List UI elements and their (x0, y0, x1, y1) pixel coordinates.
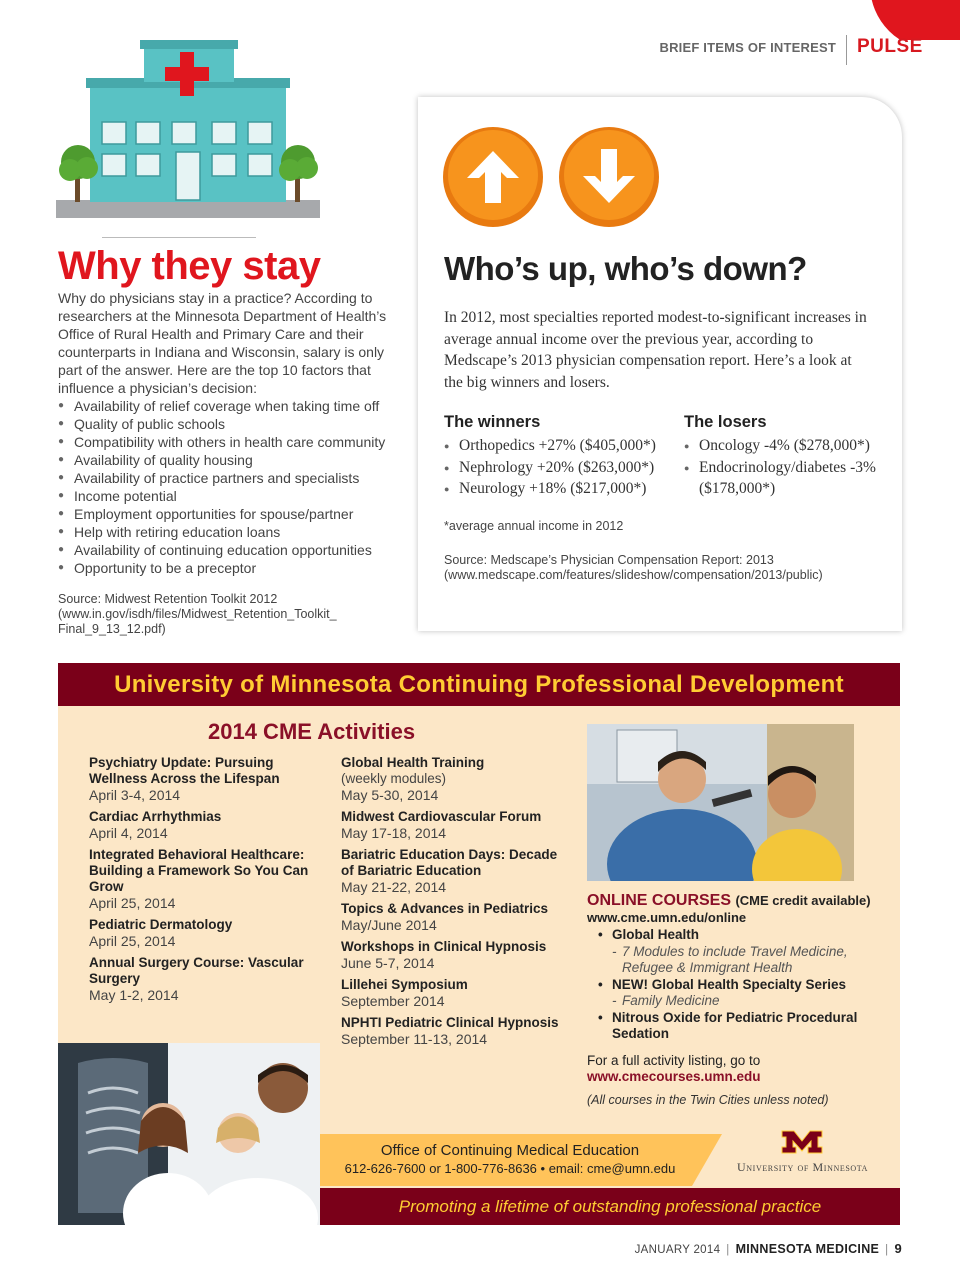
cme-activity-date: May 17-18, 2014 (341, 825, 447, 841)
average-footnote: *average annual income in 2012 (444, 519, 624, 533)
why-stay-source (58, 592, 358, 637)
cme-activity (89, 755, 319, 803)
cme-activity-date: September 11-13, 2014 (341, 1031, 488, 1047)
doctors-xray-photo (58, 1043, 320, 1225)
cme-activity-name: Pediatric Dermatology (89, 917, 233, 932)
cme-activity (341, 847, 571, 895)
cme-activity-date: April 25, 2014 (89, 933, 176, 949)
cme-activity-date: April 4, 2014 (89, 825, 168, 841)
footer-separator: | (885, 1244, 889, 1256)
cme-activity-date: May 5-30, 2014 (341, 787, 439, 803)
cme-activity-date: May 21-22, 2014 (341, 879, 447, 895)
source-line: Final_9_13_12.pdf) (58, 622, 166, 636)
why-stay-title: Why they stay (58, 244, 321, 288)
loser-item: ● Oncology -4% ($278,000*) (684, 435, 889, 457)
source-line: Source: Medscape’s Physician Compensation Report: 2013 (444, 553, 774, 567)
full-listing-text: For a full activity listing, go to (587, 1053, 761, 1068)
online-courses-label: ONLINE COURSES (587, 892, 732, 909)
source-line: Source: Midwest Retention Toolkit 2012 (58, 592, 278, 606)
losers-heading: The losers (684, 413, 767, 431)
online-courses-heading (587, 892, 871, 910)
factor-item: ● Quality of public schools (58, 415, 408, 433)
online-course-item: • Nitrous Oxide for Pediatric Procedural Sedation (598, 1010, 888, 1043)
arrow-down-icon (557, 125, 661, 229)
online-courses-url[interactable]: www.cme.umn.edu/online (587, 910, 747, 925)
cme-activity-date: May/June 2014 (341, 917, 437, 933)
losers-list (684, 435, 889, 500)
cme-activity-name: Global Health Training (341, 755, 485, 770)
online-courses-list (598, 927, 888, 1043)
cpd-banner: University of Minnesota Continuing Professional Development (58, 663, 900, 706)
cme-activities-right (341, 755, 571, 1053)
umn-m-logo-icon (780, 1129, 824, 1155)
winner-item: ● Nephrology +20% ($263,000*) (444, 457, 674, 479)
cme-activity-name: Cardiac Arrhythmias (89, 809, 222, 824)
cme-activity (341, 809, 571, 841)
cme-activity-name: Midwest Cardiovascular Forum (341, 809, 542, 824)
whos-up-intro: In 2012, most specialties reported modest-to-significant increases in average annual income over the previous year, according to Medscape’s 2013 physician compensation report. Here’s a look at the big winners and losers. (444, 309, 867, 391)
university-name: University of Minnesota (737, 1160, 868, 1174)
hospital-base (56, 200, 320, 218)
corner-accent (840, 0, 960, 40)
hospital-illustration (52, 40, 324, 225)
cme-activities-left (89, 755, 319, 1009)
doctor-child-photo (587, 724, 854, 881)
section-label: BRIEF ITEMS OF INTEREST (659, 40, 836, 55)
source-line: (www.in.gov/isdh/files/Midwest_Retention_Toolkit_ (58, 607, 337, 621)
full-listing-link[interactable]: www.cmecourses.umn.edu (587, 1069, 761, 1084)
cme-activity (341, 939, 571, 971)
source-line: (www.medscape.com/features/slideshow/compensation/2013/public) (444, 568, 823, 582)
footer-separator: | (726, 1244, 730, 1256)
winner-item: ● Neurology +18% ($217,000*) (444, 478, 674, 500)
loser-item: ● Endocrinology/diabetes -3% ($178,000*) (684, 457, 889, 500)
online-courses-note: (CME credit available) (735, 893, 871, 908)
office-contact: 612-626-7600 or 1-800-776-8636 • email: cme@umn.edu (344, 1161, 676, 1176)
factor-item: ● Opportunity to be a preceptor (58, 559, 408, 577)
footer-magazine: MINNESOTA MEDICINE (735, 1242, 880, 1256)
factor-item: ● Availability of relief coverage when taking time off (58, 397, 408, 415)
cme-activity-name: Integrated Behavioral Healthcare: Building a Framework So You Can Grow (89, 847, 309, 894)
cme-activity (341, 901, 571, 933)
office-name: Office of Continuing Medical Education (380, 1142, 640, 1159)
full-listing (587, 1053, 761, 1085)
header-divider (846, 35, 847, 65)
factor-item: ● Availability of continuing education opportunities (58, 541, 408, 559)
cme-activity (89, 955, 319, 1003)
cme-activity-name: Annual Surgery Course: Vascular Surgery (89, 955, 304, 986)
page-footer (635, 1241, 902, 1256)
cme-activity (89, 917, 319, 949)
cme-activities-title: 2014 CME Activities (208, 719, 416, 744)
cme-activity-name: Topics & Advances in Pediatrics (341, 901, 549, 916)
promo-banner: Promoting a lifetime of outstanding professional practice (320, 1188, 900, 1225)
cme-activity-name: Bariatric Education Days: Decade of Bariatric Education (341, 847, 558, 878)
cme-activity-date: May 1-2, 2014 (89, 987, 179, 1003)
winners-heading: The winners (444, 413, 541, 431)
cme-activity-date: June 5-7, 2014 (341, 955, 435, 971)
cme-activity-note: (weekly modules) (341, 771, 447, 786)
cme-activity (341, 755, 571, 803)
factor-item: ● Employment opportunities for spouse/partner (58, 505, 408, 523)
arrow-up-icon (441, 125, 545, 229)
winner-item: ● Orthopedics +27% ($405,000*) (444, 435, 674, 457)
cme-activity (341, 1015, 571, 1047)
cme-activity-date: April 3-4, 2014 (89, 787, 181, 803)
online-course-item: • Global Health (598, 927, 888, 944)
winners-list (444, 435, 674, 500)
factor-item: ● Income potential (58, 487, 408, 505)
cme-activity-name: NPHTI Pediatric Clinical Hypnosis (341, 1015, 559, 1030)
twin-cities-note: (All courses in the Twin Cities unless noted) (587, 1093, 829, 1107)
factor-item: ● Availability of quality housing (58, 451, 408, 469)
factors-list (58, 397, 408, 577)
factor-item: ● Compatibility with others in health care community (58, 433, 408, 451)
factor-item: ● Availability of practice partners and specialists (58, 469, 408, 487)
cme-activity-name: Workshops in Clinical Hypnosis (341, 939, 547, 954)
cme-activity (89, 847, 319, 911)
cme-activity-date: September 2014 (341, 993, 445, 1009)
cme-activity (341, 977, 571, 1009)
page-number: 9 (894, 1241, 902, 1256)
online-course-detail: - Family Medicine (598, 993, 888, 1010)
why-stay-intro: Why do physicians stay in a practice? According to researchers at the Minnesota Department of Health’s Office of Rural Health and Primary Care and their counterparts in Indiana and Wisconsin, salary is only part of the answer. Here are the top 10 factors that influence a physician’s decision: (58, 290, 387, 396)
cme-activity-name: Psychiatry Update: Pursuing Wellness Across the Lifespan (89, 755, 280, 786)
footer-date: JANUARY 2014 (634, 1244, 721, 1256)
cme-activity-date: April 25, 2014 (89, 895, 176, 911)
whos-up-title: Who’s up, who’s down? (444, 250, 807, 287)
title-divider (102, 237, 256, 238)
factor-item: ● Help with retiring education loans (58, 523, 408, 541)
cme-activity (89, 809, 319, 841)
online-course-detail: - 7 Modules to include Travel Medicine, Refugee & Immigrant Health (598, 944, 888, 977)
cme-activity-name: Lillehei Symposium (341, 977, 468, 992)
section-pulse: PULSE (857, 36, 923, 57)
online-course-item: • NEW! Global Health Specialty Series (598, 977, 888, 994)
whos-up-source (444, 553, 884, 583)
